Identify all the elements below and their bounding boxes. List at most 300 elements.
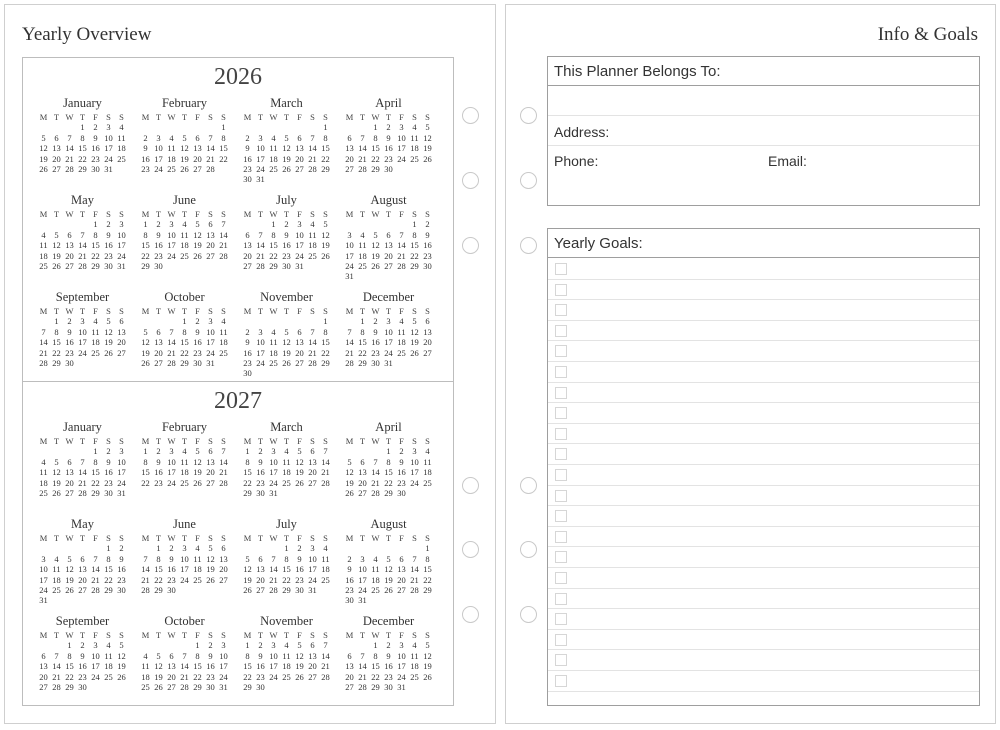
- month-name: July: [276, 517, 297, 531]
- empty-day: [306, 122, 319, 132]
- day-number: 20: [345, 153, 354, 164]
- day-number: 22: [141, 477, 150, 488]
- day-number: 30: [371, 358, 380, 369]
- day-number: 21: [39, 347, 48, 358]
- binder-hole: [462, 606, 479, 623]
- day-number: 11: [282, 456, 291, 467]
- day-number: 9: [245, 143, 250, 154]
- day-number: 11: [219, 326, 228, 337]
- day-number: 2: [93, 122, 98, 133]
- weekday-label: S: [412, 436, 417, 446]
- day-number: 26: [321, 250, 330, 261]
- day-number: 31: [358, 595, 367, 606]
- day-number: 24: [358, 585, 367, 596]
- goal-line[interactable]: [548, 280, 979, 301]
- day-number: 18: [423, 467, 432, 478]
- day-number: 5: [412, 316, 417, 327]
- goal-checkbox[interactable]: [555, 551, 567, 563]
- month-name: March: [270, 96, 303, 110]
- day-number: 22: [52, 347, 61, 358]
- empty-day: [63, 219, 76, 229]
- binder-hole: [462, 172, 479, 189]
- day-number: 31: [219, 682, 228, 693]
- day-number: 29: [91, 261, 100, 272]
- day-number: 13: [345, 661, 354, 672]
- weekday-label: M: [243, 436, 252, 446]
- day-number: 11: [167, 143, 176, 154]
- day-number: 12: [117, 650, 126, 661]
- month-name: May: [71, 517, 94, 531]
- day-number: 15: [180, 337, 189, 348]
- weekday-label: T: [155, 112, 162, 122]
- empty-day: [37, 122, 50, 132]
- weekday-label: T: [181, 436, 188, 446]
- day-grid: [139, 630, 241, 692]
- day-number: 24: [78, 347, 87, 358]
- day-number: 30: [167, 585, 176, 596]
- day-number: 10: [117, 229, 126, 240]
- day-number: 4: [360, 229, 365, 240]
- day-number: 14: [321, 650, 330, 661]
- goal-checkbox[interactable]: [555, 490, 567, 502]
- day-number: 20: [295, 347, 304, 358]
- day-number: 10: [345, 240, 354, 251]
- goal-line[interactable]: [548, 568, 979, 589]
- months-grid: [37, 418, 447, 709]
- goal-line[interactable]: [548, 609, 979, 630]
- day-number: 29: [269, 261, 278, 272]
- weekday-label: M: [39, 306, 48, 316]
- day-number: 10: [117, 456, 126, 467]
- day-number: 23: [243, 358, 252, 369]
- day-number: 27: [256, 585, 265, 596]
- day-number: 20: [154, 347, 163, 358]
- day-number: 10: [219, 650, 228, 661]
- day-number: 13: [256, 564, 265, 575]
- day-number: 27: [206, 477, 215, 488]
- day-number: 4: [106, 640, 111, 651]
- day-number: 30: [295, 585, 304, 596]
- day-number: 27: [384, 261, 393, 272]
- goal-line[interactable]: [548, 486, 979, 507]
- weekday-label: S: [106, 630, 111, 640]
- day-number: 3: [208, 316, 213, 327]
- goal-line[interactable]: [548, 259, 979, 280]
- day-number: 18: [269, 347, 278, 358]
- goal-line[interactable]: [548, 506, 979, 527]
- goal-line[interactable]: [548, 650, 979, 671]
- goal-checkbox[interactable]: [555, 593, 567, 605]
- weekday-label: T: [283, 533, 290, 543]
- day-number: 22: [423, 574, 432, 585]
- goal-line[interactable]: [548, 424, 979, 445]
- day-number: 19: [282, 347, 291, 358]
- weekday-label: S: [412, 533, 417, 543]
- day-number: 2: [347, 553, 352, 564]
- day-number: 6: [221, 543, 226, 554]
- day-number: 18: [410, 661, 419, 672]
- day-number: 11: [282, 650, 291, 661]
- day-number: 23: [91, 153, 100, 164]
- weekday-label: F: [399, 306, 404, 316]
- day-number: 7: [323, 446, 328, 457]
- weekday-label: T: [53, 436, 60, 446]
- day-number: 27: [295, 164, 304, 175]
- goal-line[interactable]: [548, 589, 979, 610]
- day-number: 2: [258, 640, 263, 651]
- month-name: December: [362, 614, 415, 628]
- phone-label: Phone:: [554, 153, 599, 169]
- goal-checkbox[interactable]: [555, 304, 567, 316]
- day-number: 6: [310, 446, 315, 457]
- day-number: 5: [143, 326, 148, 337]
- goal-line[interactable]: [548, 321, 979, 342]
- day-number: 6: [425, 316, 430, 327]
- day-grid: [139, 533, 241, 595]
- month-name: August: [370, 517, 407, 531]
- day-number: 23: [384, 671, 393, 682]
- day-number: 29: [423, 585, 432, 596]
- weekday-label: M: [243, 533, 252, 543]
- weekday-label: M: [39, 436, 48, 446]
- day-number: 11: [180, 229, 189, 240]
- day-number: 18: [180, 467, 189, 478]
- owner-address-row[interactable]: [548, 117, 979, 146]
- day-number: 28: [397, 261, 406, 272]
- goal-line[interactable]: [548, 671, 979, 692]
- day-number: 13: [154, 337, 163, 348]
- day-number: 9: [67, 326, 72, 337]
- day-number: 16: [141, 153, 150, 164]
- day-number: 17: [295, 240, 304, 251]
- goal-checkbox[interactable]: [555, 366, 567, 378]
- day-number: 27: [167, 682, 176, 693]
- day-number: 21: [308, 347, 317, 358]
- empty-day: [89, 543, 102, 553]
- empty-day: [50, 122, 63, 132]
- day-number: 4: [412, 122, 417, 133]
- day-number: 30: [206, 682, 215, 693]
- weekday-label: F: [399, 436, 404, 446]
- day-number: 25: [410, 671, 419, 682]
- day-number: 15: [358, 337, 367, 348]
- day-number: 24: [219, 671, 228, 682]
- day-number: 30: [65, 358, 74, 369]
- day-number: 20: [219, 564, 228, 575]
- day-number: 17: [269, 661, 278, 672]
- day-number: 19: [423, 143, 432, 154]
- day-number: 3: [310, 543, 315, 554]
- month-july: [241, 191, 343, 288]
- goal-checkbox[interactable]: [555, 428, 567, 440]
- day-grid: [343, 209, 445, 282]
- day-number: 30: [256, 682, 265, 693]
- day-number: 22: [91, 250, 100, 261]
- month-name: March: [270, 420, 303, 434]
- weekday-label: W: [65, 533, 74, 543]
- day-number: 3: [412, 446, 417, 457]
- day-number: 27: [65, 488, 74, 499]
- goal-checkbox[interactable]: [555, 572, 567, 584]
- day-number: 3: [297, 219, 302, 230]
- weekday-label: M: [243, 306, 252, 316]
- weekday-label: F: [399, 209, 404, 219]
- owner-name-line[interactable]: [548, 87, 979, 116]
- day-number: 12: [384, 564, 393, 575]
- goal-line[interactable]: [548, 383, 979, 404]
- day-number: 10: [78, 326, 87, 337]
- goal-line[interactable]: [548, 465, 979, 486]
- day-number: 22: [321, 347, 330, 358]
- goal-checkbox[interactable]: [555, 675, 567, 687]
- goal-checkbox[interactable]: [555, 325, 567, 337]
- day-number: 10: [154, 143, 163, 154]
- weekday-label: T: [155, 209, 162, 219]
- day-number: 4: [310, 219, 315, 230]
- day-number: 6: [258, 553, 263, 564]
- day-number: 1: [245, 446, 250, 457]
- goal-checkbox[interactable]: [555, 531, 567, 543]
- day-number: 31: [104, 164, 113, 175]
- goal-checkbox[interactable]: [555, 510, 567, 522]
- day-number: 29: [358, 358, 367, 369]
- goal-checkbox[interactable]: [555, 634, 567, 646]
- day-number: 25: [39, 261, 48, 272]
- day-number: 2: [119, 543, 124, 554]
- day-number: 7: [169, 326, 174, 337]
- weekday-label: S: [310, 306, 315, 316]
- empty-day: [343, 219, 356, 229]
- empty-day: [241, 219, 254, 229]
- day-number: 24: [384, 347, 393, 358]
- day-number: 14: [206, 143, 215, 154]
- weekday-label: T: [283, 436, 290, 446]
- day-number: 31: [256, 174, 265, 185]
- day-number: 7: [310, 132, 315, 143]
- weekday-label: M: [39, 533, 48, 543]
- day-number: 27: [397, 585, 406, 596]
- binder-hole: [520, 172, 537, 189]
- goal-line[interactable]: [548, 630, 979, 651]
- day-number: 7: [323, 640, 328, 651]
- day-number: 25: [167, 164, 176, 175]
- weekday-label: T: [155, 533, 162, 543]
- day-number: 2: [399, 446, 404, 457]
- day-number: 6: [297, 132, 302, 143]
- owner-contact-row[interactable]: [548, 146, 979, 175]
- day-number: 2: [373, 316, 378, 327]
- weekday-label: F: [93, 436, 98, 446]
- day-number: 21: [91, 574, 100, 585]
- day-number: 29: [154, 585, 163, 596]
- day-number: 21: [78, 477, 87, 488]
- day-number: 15: [243, 467, 252, 478]
- day-number: 21: [206, 153, 215, 164]
- day-number: 23: [104, 477, 113, 488]
- day-number: 23: [295, 574, 304, 585]
- day-number: 21: [78, 250, 87, 261]
- weekday-label: S: [310, 533, 315, 543]
- day-number: 15: [321, 143, 330, 154]
- goal-line[interactable]: [548, 527, 979, 548]
- day-number: 28: [308, 358, 317, 369]
- day-number: 17: [154, 153, 163, 164]
- month-february: [139, 94, 241, 191]
- weekday-label: T: [181, 209, 188, 219]
- day-number: 28: [167, 358, 176, 369]
- goal-line[interactable]: [548, 444, 979, 465]
- day-number: 22: [219, 153, 228, 164]
- empty-day: [408, 543, 421, 553]
- day-number: 6: [208, 219, 213, 230]
- day-number: 3: [258, 326, 263, 337]
- weekday-label: T: [53, 630, 60, 640]
- weekday-label: F: [93, 209, 98, 219]
- day-number: 24: [410, 477, 419, 488]
- month-september: [37, 288, 139, 385]
- month-name: June: [173, 517, 196, 531]
- day-number: 1: [67, 640, 72, 651]
- day-number: 4: [195, 543, 200, 554]
- day-number: 13: [206, 456, 215, 467]
- day-number: 5: [119, 640, 124, 651]
- day-number: 16: [104, 467, 113, 478]
- day-number: 7: [221, 446, 226, 457]
- goal-line[interactable]: [548, 547, 979, 568]
- owner-info-box: [547, 56, 980, 206]
- day-number: 5: [182, 132, 187, 143]
- day-number: 20: [65, 477, 74, 488]
- goal-checkbox[interactable]: [555, 345, 567, 357]
- day-number: 16: [78, 661, 87, 672]
- empty-day: [50, 446, 63, 456]
- day-number: 6: [347, 650, 352, 661]
- goal-line[interactable]: [548, 362, 979, 383]
- weekday-label: F: [195, 306, 200, 316]
- day-number: 20: [167, 671, 176, 682]
- year-title: 2027: [214, 388, 262, 414]
- day-number: 12: [104, 326, 113, 337]
- goal-checkbox[interactable]: [555, 613, 567, 625]
- goal-checkbox[interactable]: [555, 387, 567, 399]
- goal-checkbox[interactable]: [555, 263, 567, 275]
- weekday-label: F: [93, 630, 98, 640]
- weekday-label: S: [323, 209, 328, 219]
- day-number: 20: [384, 250, 393, 261]
- day-number: 15: [243, 661, 252, 672]
- goal-line[interactable]: [548, 403, 979, 424]
- goal-checkbox[interactable]: [555, 284, 567, 296]
- weekday-label: W: [167, 436, 176, 446]
- day-number: 17: [167, 240, 176, 251]
- month-october: [139, 612, 241, 709]
- day-number: 3: [80, 316, 85, 327]
- day-number: 3: [156, 132, 161, 143]
- day-number: 17: [91, 661, 100, 672]
- day-number: 19: [243, 574, 252, 585]
- empty-day: [139, 640, 152, 650]
- weekday-label: T: [385, 209, 392, 219]
- day-number: 26: [193, 477, 202, 488]
- email-label: Email:: [768, 153, 807, 169]
- day-number: 6: [208, 446, 213, 457]
- day-grid: [37, 306, 139, 368]
- goal-checkbox[interactable]: [555, 407, 567, 419]
- day-number: 29: [141, 261, 150, 272]
- empty-day: [241, 316, 254, 326]
- day-number: 14: [39, 337, 48, 348]
- weekday-label: W: [269, 112, 278, 122]
- day-number: 6: [297, 326, 302, 337]
- weekday-label: F: [195, 533, 200, 543]
- day-number: 27: [358, 488, 367, 499]
- day-number: 25: [91, 347, 100, 358]
- day-number: 19: [193, 240, 202, 251]
- weekday-label: F: [297, 533, 302, 543]
- day-number: 1: [425, 543, 430, 554]
- day-number: 11: [410, 132, 419, 143]
- day-number: 10: [39, 564, 48, 575]
- month-name: May: [71, 193, 94, 207]
- month-name: January: [63, 420, 102, 434]
- weekday-label: S: [425, 209, 430, 219]
- day-number: 29: [243, 682, 252, 693]
- day-number: 26: [345, 488, 354, 499]
- goal-checkbox[interactable]: [555, 654, 567, 666]
- day-number: 2: [284, 219, 289, 230]
- day-number: 24: [180, 574, 189, 585]
- goal-line[interactable]: [548, 300, 979, 321]
- day-number: 20: [243, 250, 252, 261]
- day-number: 20: [308, 661, 317, 672]
- day-number: 20: [423, 337, 432, 348]
- day-number: 27: [117, 347, 126, 358]
- day-number: 9: [93, 132, 98, 143]
- day-number: 16: [243, 347, 252, 358]
- month-december: [343, 612, 445, 709]
- day-number: 20: [256, 574, 265, 585]
- address-label: Address:: [554, 124, 610, 140]
- weekday-label: M: [141, 209, 150, 219]
- goal-checkbox[interactable]: [555, 469, 567, 481]
- day-number: 22: [384, 477, 393, 488]
- day-number: 24: [397, 153, 406, 164]
- weekday-label: T: [385, 533, 392, 543]
- day-number: 22: [193, 671, 202, 682]
- weekday-label: T: [257, 112, 264, 122]
- day-number: 4: [221, 316, 226, 327]
- weekday-label: T: [257, 533, 264, 543]
- day-number: 24: [308, 574, 317, 585]
- goal-line[interactable]: [548, 341, 979, 362]
- day-number: 4: [412, 640, 417, 651]
- goal-checkbox[interactable]: [555, 448, 567, 460]
- day-number: 10: [295, 229, 304, 240]
- weekday-label: M: [345, 630, 354, 640]
- day-number: 12: [52, 467, 61, 478]
- day-number: 3: [106, 122, 111, 133]
- weekday-label: S: [425, 112, 430, 122]
- day-number: 9: [156, 456, 161, 467]
- weekday-label: S: [119, 209, 124, 219]
- day-number: 10: [397, 650, 406, 661]
- day-number: 15: [91, 467, 100, 478]
- day-number: 8: [284, 553, 289, 564]
- day-number: 19: [180, 153, 189, 164]
- day-number: 26: [117, 671, 126, 682]
- day-number: 13: [65, 240, 74, 251]
- day-number: 10: [308, 553, 317, 564]
